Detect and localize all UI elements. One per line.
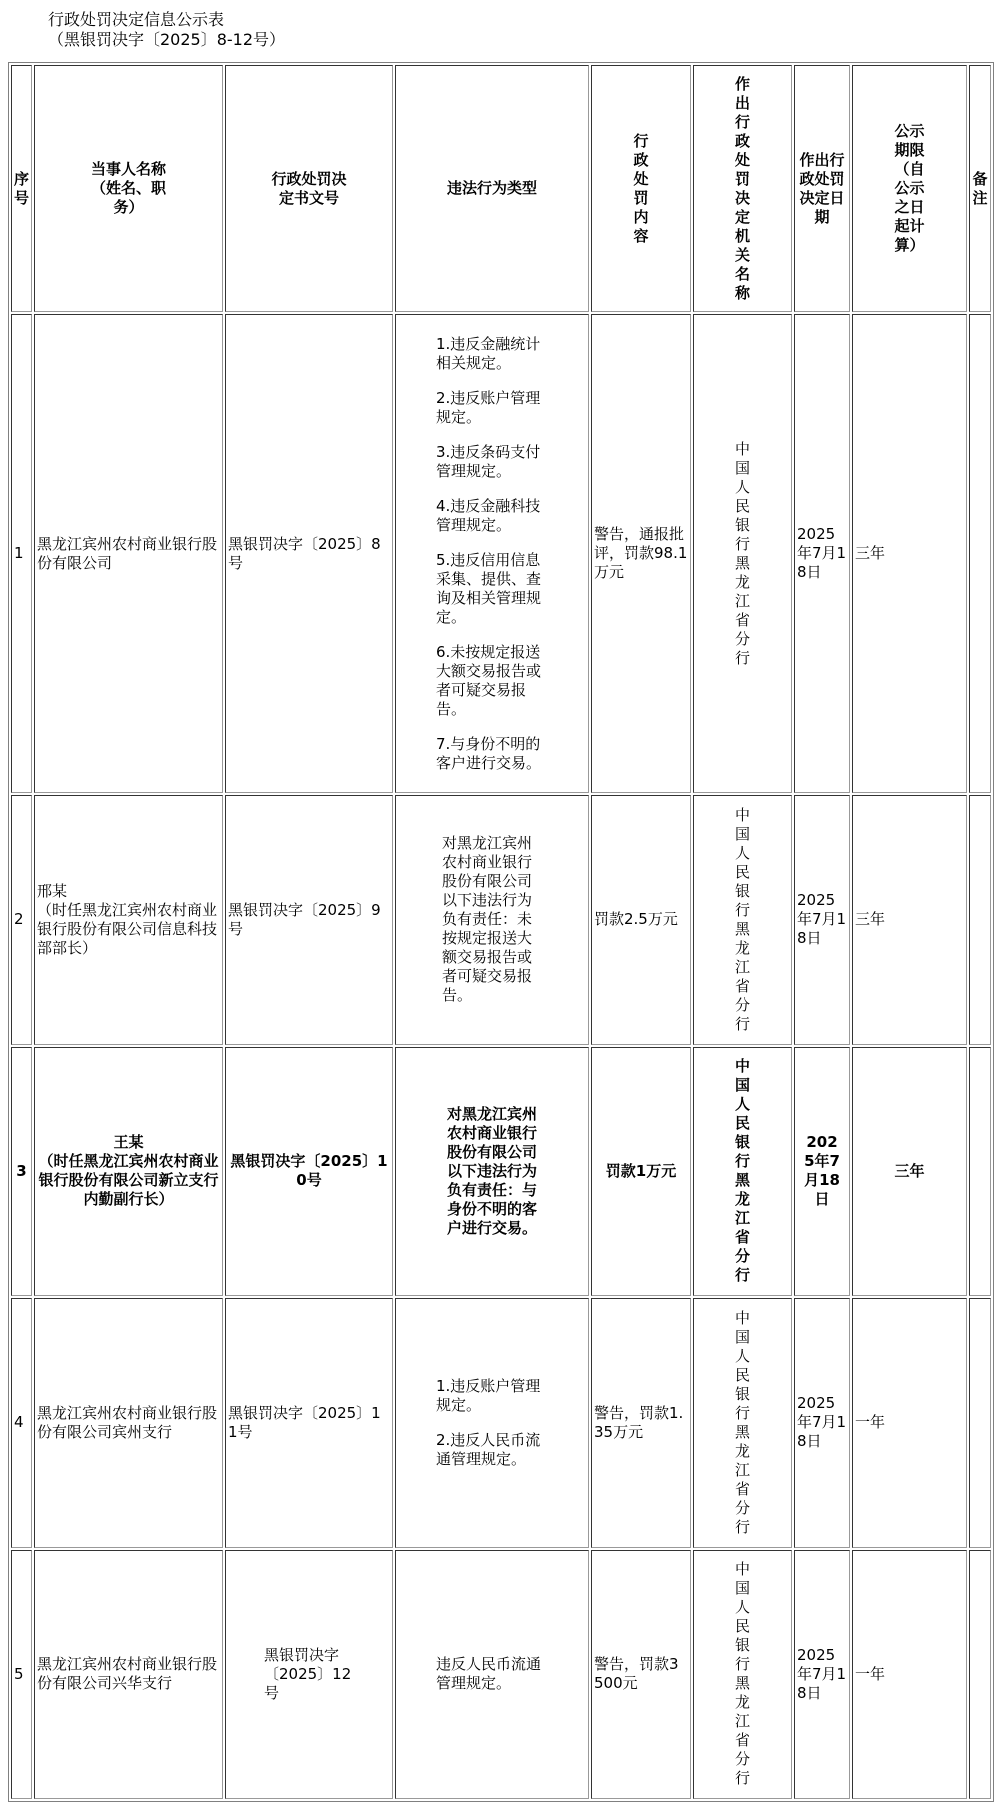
header-penalty: 行政处罚内容 <box>591 65 691 312</box>
cell-date: 2025年7月18日 <box>794 795 850 1044</box>
cell-date: 2025年7月18日 <box>794 1298 850 1547</box>
violation-item: 3.违反条码支付管理规定。 <box>436 442 541 480</box>
cell-violation <box>395 1298 589 1547</box>
cell-party: 黑龙江宾州农村商业银行股份有限公司兴华支行 <box>34 1550 223 1800</box>
cell-doc-no: 黑银罚决字〔2025〕11号 <box>225 1298 393 1547</box>
violation-item: 2.违反账户管理规定。 <box>436 388 541 426</box>
cell-period: 一年 <box>852 1298 967 1547</box>
cell-seq: 4 <box>11 1298 32 1547</box>
document-title <box>48 10 285 50</box>
cell-remark <box>969 1550 991 1800</box>
cell-authority: 中国人民银行黑龙江省分行 <box>693 1298 792 1547</box>
header-doc-no: 行政处罚决定书文号 <box>225 65 393 312</box>
cell-party <box>34 1047 223 1296</box>
party-name: 王某 <box>113 1133 144 1152</box>
cell-remark <box>969 1298 991 1547</box>
cell-doc-no: 黑银罚决字〔2025〕12号 <box>225 1550 393 1800</box>
cell-date: 2025年7月18日 <box>794 1047 850 1296</box>
cell-authority: 中国人民银行黑龙江省分行 <box>693 314 792 793</box>
cell-doc-no: 黑银罚决字〔2025〕9号 <box>225 795 393 1044</box>
table-row <box>11 795 991 1044</box>
cell-period: 三年 <box>852 795 967 1044</box>
header-row <box>11 65 991 312</box>
cell-seq: 3 <box>11 1047 32 1296</box>
cell-authority: 中国人民银行黑龙江省分行 <box>693 1047 792 1296</box>
table-row <box>11 314 991 793</box>
cell-period: 三年 <box>852 314 967 793</box>
table-row <box>11 1047 991 1296</box>
violation-list <box>436 335 548 773</box>
header-violation: 违法行为类型 <box>395 65 589 312</box>
header-party: 当事人名称（姓名、职务） <box>34 65 223 312</box>
header-date: 作出行政处罚决定日期 <box>794 65 850 312</box>
cell-party: 黑龙江宾州农村商业银行股份有限公司宾州支行 <box>34 1298 223 1547</box>
cell-party: 黑龙江宾州农村商业银行股份有限公司 <box>34 314 223 793</box>
header-seq: 序号 <box>11 65 32 312</box>
violation-item: 1.违反账户管理规定。 <box>436 1376 541 1414</box>
cell-remark <box>969 314 991 793</box>
cell-party <box>34 795 223 1044</box>
cell-penalty: 罚款2.5万元 <box>591 795 691 1044</box>
violation-item: 6.未按规定报送大额交易报告或者可疑交易报告。 <box>436 642 542 718</box>
cell-violation: 违反人民币流通管理规定。 <box>395 1550 589 1800</box>
table-row <box>11 1550 991 1800</box>
cell-violation: 对黑龙江宾州农村商业银行股份有限公司以下违法行为负有责任：与身份不明的客户进行交易。 <box>395 1047 589 1296</box>
header-authority: 作出行政处罚决定机关名称 <box>693 65 792 312</box>
cell-date: 2025年7月18日 <box>794 314 850 793</box>
cell-period: 三年 <box>852 1047 967 1296</box>
violation-list <box>436 1377 548 1469</box>
table-row <box>11 1298 991 1547</box>
header-remark: 备注 <box>969 65 991 312</box>
cell-remark <box>969 1047 991 1296</box>
cell-doc-no: 黑银罚决字〔2025〕10号 <box>225 1047 393 1296</box>
violation-item: 7.与身份不明的客户进行交易。 <box>436 734 542 772</box>
cell-seq: 5 <box>11 1550 32 1800</box>
cell-date: 2025年7月18日 <box>794 1550 850 1800</box>
cell-period: 一年 <box>852 1550 967 1800</box>
cell-doc-no: 黑银罚决字〔2025〕8号 <box>225 314 393 793</box>
cell-violation <box>395 314 589 793</box>
title-line-2: （黑银罚决字〔2025〕8-12号） <box>48 30 286 49</box>
cell-penalty: 警告，罚款3500元 <box>591 1550 691 1800</box>
violation-item: 2.违反人民币流通管理规定。 <box>436 1430 541 1468</box>
header-period: 公示期限（自公示之日起计算） <box>852 65 967 312</box>
party-role: （时任黑龙江宾州农村商业银行股份有限公司信息科技部部长） <box>37 900 218 957</box>
violation-item: 4.违反金融科技管理规定。 <box>436 496 541 534</box>
party-name: 邢某 <box>37 881 68 900</box>
cell-authority: 中国人民银行黑龙江省分行 <box>693 795 792 1044</box>
cell-remark <box>969 795 991 1044</box>
cell-seq: 2 <box>11 795 32 1044</box>
title-line-1: 行政处罚决定信息公示表 <box>48 10 225 29</box>
penalty-notice-table <box>8 62 994 1802</box>
cell-penalty: 罚款1万元 <box>591 1047 691 1296</box>
cell-authority: 中国人民银行黑龙江省分行 <box>693 1550 792 1800</box>
cell-violation: 对黑龙江宾州农村商业银行股份有限公司以下违法行为负有责任：未按规定报送大额交易报告或者可疑交易报告。 <box>395 795 589 1044</box>
cell-penalty: 警告，罚款1.35万元 <box>591 1298 691 1547</box>
violation-item: 5.违反信用信息采集、提供、查询及相关管理规定。 <box>436 550 542 626</box>
cell-penalty: 警告，通报批评，罚款98.1万元 <box>591 314 691 793</box>
cell-seq: 1 <box>11 314 32 793</box>
party-role: （时任黑龙江宾州农村商业银行股份有限公司新立支行内勤副行长） <box>38 1152 219 1209</box>
violation-item: 1.违反金融统计相关规定。 <box>436 334 541 372</box>
